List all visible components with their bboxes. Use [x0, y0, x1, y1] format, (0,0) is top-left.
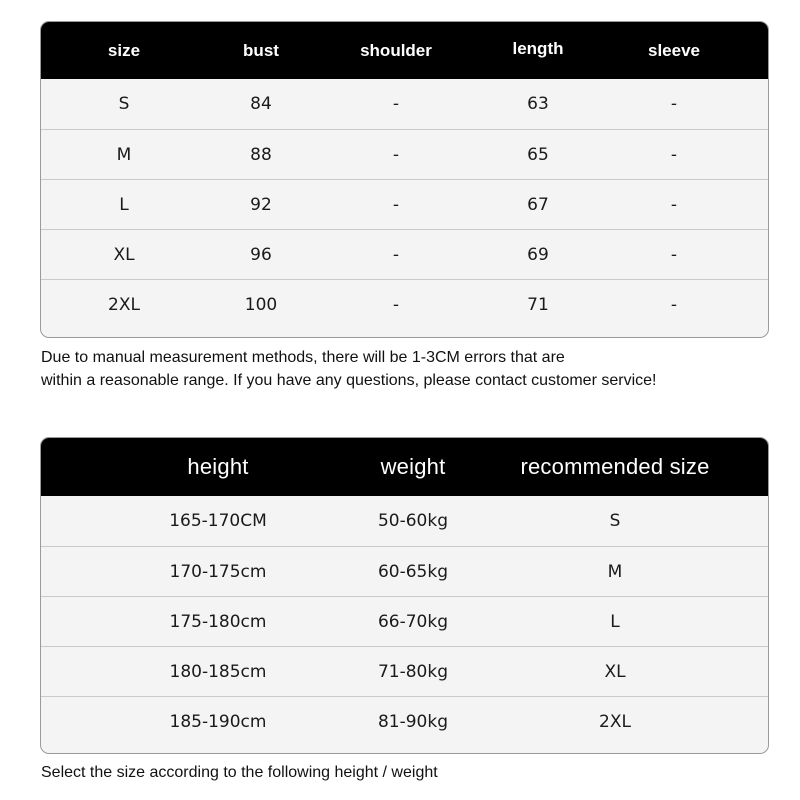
size-chart-table	[40, 21, 769, 338]
cell-height: 170-175cm	[169, 561, 267, 582]
cell-recommended-size: 2XL	[599, 711, 631, 732]
cell-recommended-size: S	[609, 511, 621, 531]
cell-recommended-size: M	[607, 561, 623, 582]
cell-height: 175-180cm	[169, 611, 267, 632]
cell-sleeve: -	[670, 144, 678, 165]
cell-length: 63	[527, 94, 549, 114]
header-weight: weight	[380, 454, 446, 479]
header-sleeve: sleeve	[648, 40, 700, 60]
cell-weight: 81-90kg	[377, 711, 449, 732]
cell-height: 180-185cm	[169, 661, 267, 682]
cell-size: XL	[113, 244, 135, 265]
cell-weight: 60-65kg	[377, 561, 449, 582]
cell-shoulder: -	[392, 244, 400, 265]
cell-bust: 88	[250, 144, 272, 165]
table-row	[41, 696, 768, 746]
cell-recommended-size: L	[610, 611, 620, 632]
cell-sleeve: -	[670, 194, 678, 215]
header-length: length	[512, 39, 564, 58]
cell-size: L	[119, 194, 129, 215]
cell-height: 185-190cm	[169, 711, 267, 732]
cell-size: 2XL	[108, 294, 140, 315]
cell-weight: 50-60kg	[377, 511, 449, 531]
cell-length: 71	[527, 294, 549, 315]
header-height: height	[187, 454, 249, 479]
table-row	[41, 496, 768, 546]
cell-length: 69	[527, 244, 549, 265]
cell-recommended-size: XL	[604, 661, 626, 682]
cell-height: 165-170CM	[169, 511, 267, 531]
recommended-size-header	[41, 438, 768, 496]
cell-size: S	[118, 94, 130, 114]
header-shoulder: shoulder	[360, 40, 432, 60]
cell-size: M	[116, 144, 132, 165]
recommended-size-table	[40, 437, 769, 754]
table-row	[41, 129, 768, 179]
cell-bust: 84	[250, 94, 272, 114]
measurement-note	[41, 346, 656, 392]
measurement-note-line-2: within a reasonable range. If you have any questions, please contact customer service!	[41, 372, 657, 389]
header-bust: bust	[243, 40, 279, 60]
table-row	[41, 229, 768, 279]
cell-sleeve: -	[670, 244, 678, 265]
cell-bust: 96	[250, 244, 272, 265]
table-row	[41, 179, 768, 229]
cell-shoulder: -	[392, 194, 400, 215]
size-chart-header	[41, 22, 768, 79]
cell-shoulder: -	[392, 294, 400, 315]
header-recommended-size: recommended size	[520, 454, 710, 479]
cell-sleeve: -	[670, 294, 678, 315]
cell-bust: 100	[244, 294, 278, 315]
cell-weight: 66-70kg	[377, 611, 449, 632]
cell-bust: 92	[250, 194, 272, 215]
recommended-size-body	[41, 496, 768, 746]
table-row	[41, 79, 768, 129]
size-chart-body	[41, 79, 768, 329]
table-row	[41, 279, 768, 329]
cell-length: 65	[527, 144, 549, 165]
selection-note: Select the size according to the following height / weight	[41, 764, 438, 781]
table-row	[41, 646, 768, 696]
table-row	[41, 596, 768, 646]
header-size: size	[107, 40, 141, 60]
cell-shoulder: -	[392, 94, 400, 114]
cell-shoulder: -	[392, 144, 400, 165]
cell-weight: 71-80kg	[377, 661, 449, 682]
cell-length: 67	[527, 194, 549, 215]
cell-sleeve: -	[670, 94, 678, 114]
table-row	[41, 546, 768, 596]
measurement-note-line-1: Due to manual measurement methods, there will be 1-3CM errors that are	[41, 349, 565, 366]
